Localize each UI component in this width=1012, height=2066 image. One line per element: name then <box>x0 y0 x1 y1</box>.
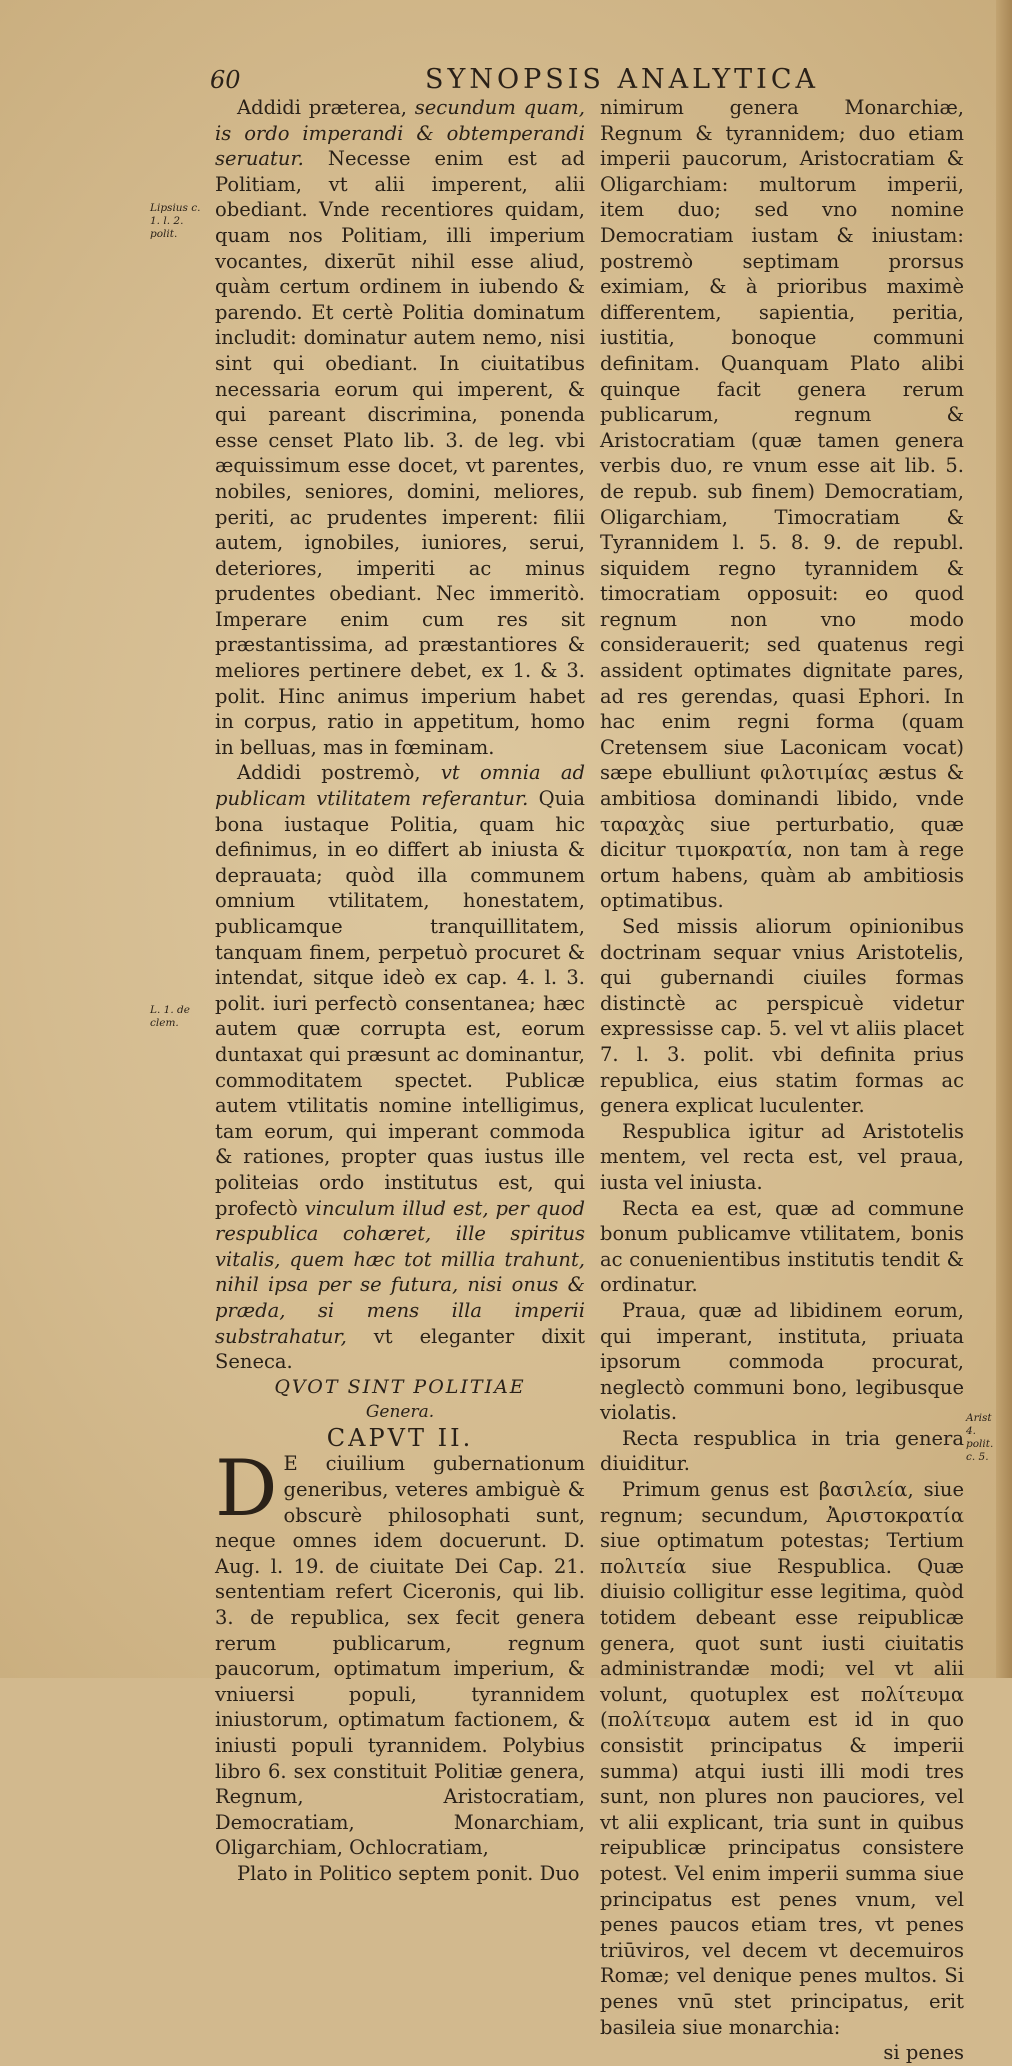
paragraph: Recta ea est, quæ ad commune bonum publicamve vtilitatem, bonis ac conuenientibus institutis tendit & ordinatur. <box>600 1196 964 1297</box>
chapter-heading: CAPVT II. <box>326 1423 474 1452</box>
running-title: SYNOPSIS ANALYTICA <box>425 64 819 95</box>
margin-note-seneca: L. 1. de clem. <box>150 1004 190 1029</box>
drop-cap: D <box>215 1444 278 1535</box>
page-number: 60 <box>210 66 241 94</box>
paragraph: Respublica igitur ad Aristotelis mentem, vel recta est, vel praua, iusta vel iniusta. <box>600 1119 964 1194</box>
paragraph: Sed missis aliorum opinionibus doctrinam sequar vnius Aristotelis, qui gubernandi ciuiles formas distinctè ac perspicuè videtur expressisse cap. 5. vel vt aliis placet 7. l. 3. polit. vbi definita prius republica, eius statim formas ac genera explicat luculenter. <box>600 915 964 1118</box>
left-column <box>215 95 585 1887</box>
catchword: si penes <box>883 2041 964 2065</box>
paragraph: Addidi postremò, vt omnia ad publicam vtilitatem referantur. Quia bona iustaque Politia, quam hic definimus, in eo differt ab iniusta & deprauata; quòd illa communem omnium vtilitatem, honestatem, publicamque tranquillitatem, tanquam finem, perpetuò procuret & intendat, sitque ideò ex cap. 4. l. 3. polit. iuri perfectò consentanea; hæc autem quæ corrupta est, eorum duntaxat qui præsunt ac dominantur, commoditatem spectet. Publicæ autem vtilitatis nomine intelligimus, tam eorum, qui imperant commoda & rationes, propter quas iustus ille politeias ordo institutus est, qui profectò vinculum illud est, per quod respublica cohæret, ille spiritus vitalis, quem hæc tot millia trahunt, nihil ipsa per se futura, nisi onus & præda, si mens illa imperii substrahatur, vt eleganter dixit Seneca. <box>215 761 585 1374</box>
right-column <box>600 95 964 2066</box>
paragraph: nimirum genera Monarchiæ, Regnum & tyrannidem; duo etiam imperii paucorum, Aristocratiam & Oligarchiam: multorum imperii, item duo; sed vno nomine Democratiam iustam & iniustam: postremò septimam prorsus eximiam, & à prioribus maximè differentem, sapientia, peritia, iustitia, bonoque communi definitam. Quanquam Plato alibi quinque facit genera rerum publicarum, regnum & Aristocratiam (quæ tamen genera verbis duo, re vnum esse ait lib. 5. de repub. sub finem) Democratiam, Oligarchiam, Timocratiam & Tyrannidem l. 5. 8. 9. de republ. siquidem regno tyrannidem & timocratiam opposuit: eo quod regnum non vno modo considerauerit; sed quatenus regi assident optimates dignitate pares, ad res gerendas, quasi Ephori. In hac enim regni forma (quam Cretensem siue Laconicam vocat) sæpe ebulliunt φιλοτιμίας æstus & ambitiosa dominandi libido, vnde ταραχὰς siue perturbatio, quæ dicitur τιμοκρατία, non tam à rege ortum habens, quàm ab ambitiosis optimatibus. <box>600 96 964 913</box>
paragraph: Primum genus est βασιλεία, siue regnum; secundum, Ἀριστοκρατία siue optimatum potestas; Tertium πολιτεία siue Respublica. Quæ diuisio colligitur esse legitima, quòd totidem debeant esse reipublicæ genera, quot sunt iusti ciuitatis administrandæ modi; vel vt alii volunt, quotuplex est πολίτευμα (πολίτευμα autem est id in quo consistit principatus & imperii summa) atqui iusti illi modi tres sunt, non plures non pauciores, vel vt alii explicant, tria sunt in quibus reipublicæ principatus consistere potest. Vel enim imperii summa siue principatus est penes vnum, vel penes paucos etiam tres, vt penes triūviros, vel decem vt decemuiros Romæ; vel denique penes multos. Si penes vnū stet principatus, erit basileia siue monarchia: <box>600 1478 964 2039</box>
margin-note-arist: Arist 4. polit. c. 5. <box>966 1412 994 1463</box>
section-subheading: Genera. <box>365 1402 435 1423</box>
section-heading: QVOT SINT POLITIAE <box>274 1375 526 1398</box>
paragraph: Recta respublica in tria genera diuiditur. <box>600 1426 964 1476</box>
paragraph: Praua, quæ ad libidinem eorum, qui imperant, instituta, priuata ipsorum commoda procurat, neglectò communi bono, legibusque violatis. <box>600 1298 964 1425</box>
margin-note-lipsius: Lipsius c. 1. l. 2. polit. <box>150 202 201 240</box>
paragraph: Plato in Politico septem ponit. Duo <box>237 1861 580 1885</box>
paragraph: D E ciuilium gubernationum generibus, veteres ambiguè & obscurè philosophati sunt, neque omnes idem docuerunt. D. Aug. l. 19. de ciuitate Dei Cap. 21. sententiam refert Ciceronis, qui lib. 3. de republica, sex fecit genera rerum publicarum, regnum paucorum, optimatum imperium, & vniuersi populi, tyrannidem iniustorum, optimatum factionem, & iniusti populi tyrannidem. Polybius libro 6. sex constituit Politiæ genera, Regnum, Aristocratiam, Democratiam, Monarchiam, Oligarchiam, Ochlocratiam, <box>215 1444 585 1860</box>
paragraph: Addidi præterea, secundum quam, is ordo imperandi & obtemperandi seruatur. Necesse enim est ad Politiam, vt alii imperent, alii obediant. Vnde recentiores quidam, quam nos Politiam, illi imperium vocantes, dixerūt nihil esse aliud, quàm certum ordinem in iubendo & parendo. Et certè Politia dominatum includit: dominatur autem nemo, nisi sint qui obediant. In ciuitatibus necessaria eorum qui imperent, & qui pareant discrimina, ponenda esse censet Plato lib. 3. de leg. vbi æquissimum esse docet, vt parentes, nobiles, seniores, domini, meliores, periti, ac prudentes imperent: filii autem, ignobiles, iuniores, serui, deteriores, imperiti ac minus prudentes obediant. Nec immeritò. Imperare enim cum res sit præstantissima, ad præstantiores & meliores pertinere debet, ex 1. & 3. polit. Hinc animus imperium habet in corpus, ratio in appetitum, homo in belluas, mas in fœminam. <box>215 96 585 759</box>
